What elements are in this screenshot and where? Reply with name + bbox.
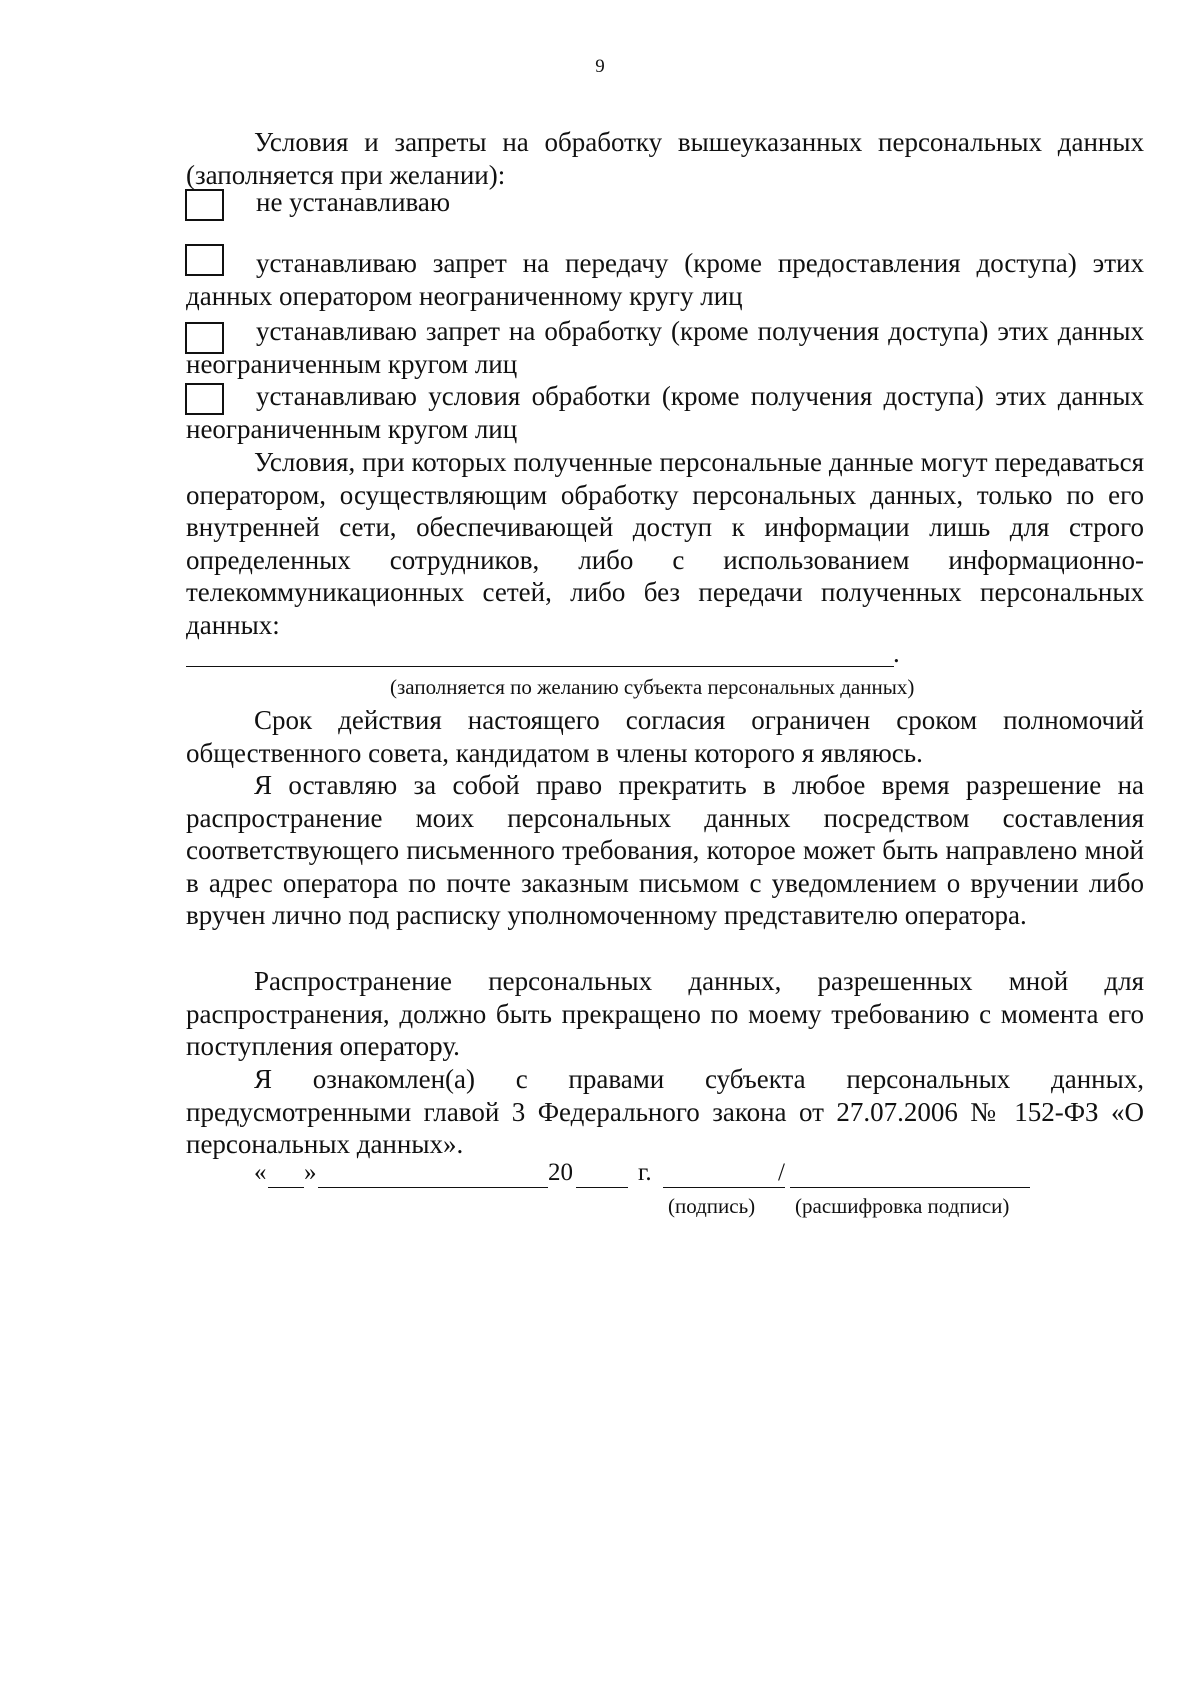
date-day-field[interactable]	[268, 1187, 304, 1188]
acknowledge-paragraph: Я ознакомлен(а) с правами субъекта персональных данных, предусмотренными главой 3 Федерального закона от 27.07.2006 № 152-ФЗ «О персональных данных».	[186, 1064, 1144, 1159]
date-quote-close: »	[304, 1159, 317, 1186]
termination-paragraph: Распространение персональных данных, разрешенных мной для распространения, должно быть прекращено по моему требованию с момента его поступления оператору.	[186, 966, 1144, 1061]
signature-slash: /	[778, 1159, 785, 1186]
date-quote-open: «	[254, 1159, 267, 1186]
conditions-caption: (заполняется по желанию субъекта персональных данных)	[390, 675, 915, 699]
conditions-input-line[interactable]	[186, 666, 894, 667]
option-label-no-conditions: не устанавливаю	[256, 187, 451, 217]
date-month-field[interactable]	[318, 1187, 548, 1188]
date-year-prefix: 20	[548, 1159, 573, 1186]
option-label-processing-ban: устанавливаю запрет на обработку (кроме получения доступа) этих данных неограниченным кругом лиц	[186, 316, 1144, 379]
validity-paragraph: Срок действия настоящего согласия ограничен сроком полномочий общественного совета, кандидатом в члены которого я являюсь.	[186, 705, 1144, 768]
signature-field[interactable]	[663, 1187, 785, 1188]
signature-caption: (подпись)	[668, 1194, 756, 1218]
revoke-paragraph: Я оставляю за собой право прекратить в любое время разрешение на распространение моих персональных данных посредством составления соответствующего письменного требования, которое может быть направлено мной в адрес оператора по почте заказным письмом с уведомлением о вручении либо вручен лично под расписку уполномоченному представителю оператора.	[186, 770, 1144, 930]
option-label-processing-conditions: устанавливаю условия обработки (кроме получения доступа) этих данных неограниченным кругом лиц	[186, 381, 1144, 444]
conditions-paragraph: Условия, при которых полученные персональные данные могут передаваться оператором, осуществляющим обработку персональных данных, только по его внутренней сети, обеспечивающей доступ к информации лишь для строго определенных сотрудников, либо с использованием информационно-телекоммуникационных сетей, либо без передачи полученных персональных данных:	[186, 447, 1144, 640]
conditions-line-period: .	[893, 638, 900, 668]
signature-decryption-caption: (расшифровка подписи)	[795, 1194, 1010, 1218]
heading-paragraph: Условия и запреты на обработку вышеуказанных персональных данных (заполняется при желании):	[186, 127, 1144, 190]
signature-decryption-field[interactable]	[790, 1187, 1030, 1188]
date-year-suffix: г.	[638, 1159, 652, 1186]
date-year-field[interactable]	[576, 1187, 628, 1188]
page-number: 9	[595, 56, 605, 77]
option-label-transfer-ban: устанавливаю запрет на передачу (кроме предоставления доступа) этих данных оператором неограниченному кругу лиц	[186, 248, 1144, 311]
